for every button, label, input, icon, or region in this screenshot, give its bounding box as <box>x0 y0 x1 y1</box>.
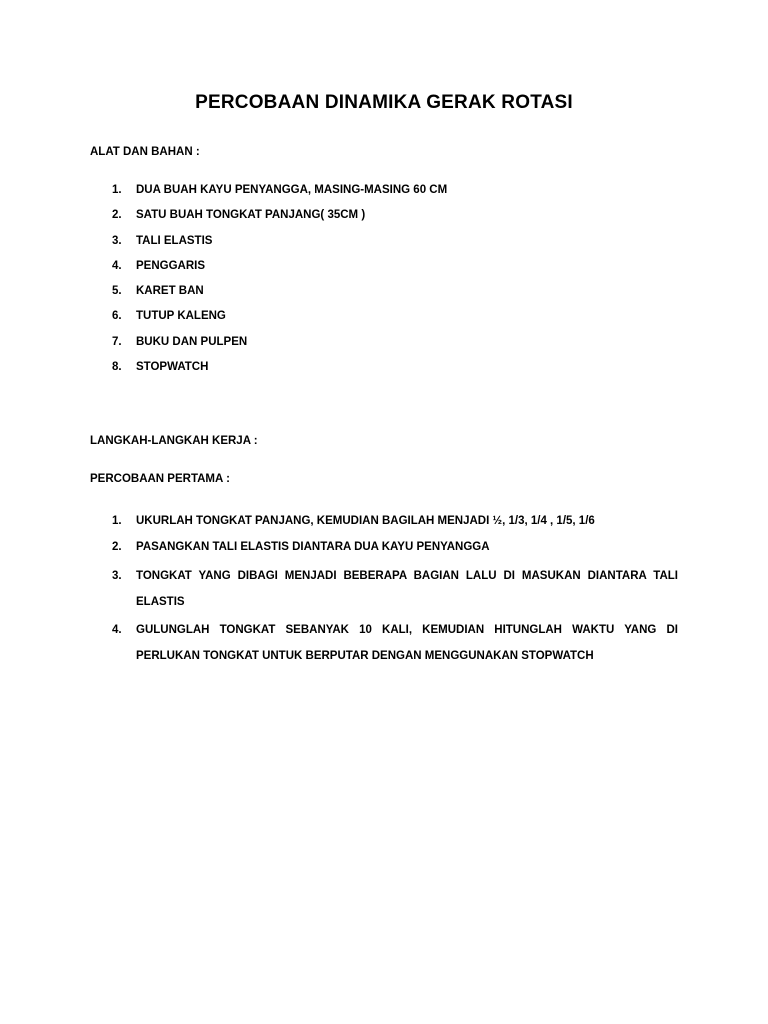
item-number: 6. <box>112 310 122 323</box>
item-text: PENGGARIS <box>136 259 206 272</box>
list-item <box>0 508 768 534</box>
item-number: 1. <box>112 184 122 196</box>
procedure-steps <box>0 508 768 669</box>
item-text: KARET BAN <box>136 285 204 298</box>
item-number: 1. <box>112 515 122 527</box>
materials-heading: ALAT DAN BAHAN : <box>90 146 200 158</box>
list-item <box>0 617 768 669</box>
item-text: DUA BUAH KAYU PENYANGGA, MASING-MASING 60 CM <box>136 184 448 196</box>
item-number: 4. <box>112 259 122 272</box>
item-text: TUTUP KALENG <box>136 310 226 323</box>
item-text: PASANGKAN TALI ELASTIS DIANTARA DUA KAYU PENYANGGA <box>136 541 490 553</box>
item-text: STOPWATCH <box>136 361 209 374</box>
item-number: 3. <box>112 234 122 247</box>
list-item <box>0 563 768 615</box>
list-item <box>0 259 768 284</box>
item-text: BUKU DAN PULPEN <box>136 335 248 348</box>
item-text: UKURLAH TONGKAT PANJANG, KEMUDIAN BAGILAH MENJADI ½, 1/3, 1/4 , 1/5, 1/6 <box>136 515 595 527</box>
item-text: GULUNGLAH TONGKAT SEBANYAK 10 KALI, KEMUDIAN HITUNGLAH WAKTU YANG DI PERLUKAN TONGKAT UNTUK BERPUTAR DENGAN MENGGUNAKAN STOPWATCH <box>136 624 678 662</box>
list-item <box>0 335 768 360</box>
list-item <box>0 208 768 233</box>
item-number: 7. <box>112 335 122 348</box>
list-item <box>0 534 768 560</box>
item-number: 8. <box>112 361 122 374</box>
materials-list <box>0 183 768 385</box>
item-number: 2. <box>112 541 122 553</box>
item-number: 2. <box>112 209 122 222</box>
list-item <box>0 309 768 334</box>
item-text: SATU BUAH TONGKAT PANJANG( 35CM ) <box>136 209 366 222</box>
item-number: 3. <box>112 570 122 582</box>
list-item <box>0 284 768 309</box>
document-title: PERCOBAAN DINAMIKA GERAK ROTASI <box>195 92 573 113</box>
item-number: 5. <box>112 285 122 298</box>
list-item <box>0 183 768 208</box>
item-text: TONGKAT YANG DIBAGI MENJADI BEBERAPA BAGIAN LALU DI MASUKAN DIANTARA TALI ELASTIS <box>136 570 678 608</box>
procedure-subheading: PERCOBAAN PERTAMA : <box>90 473 230 485</box>
list-item <box>0 234 768 259</box>
procedure-heading: LANGKAH-LANGKAH KERJA : <box>90 435 258 447</box>
item-text: TALI ELASTIS <box>136 234 213 247</box>
list-item <box>0 360 768 385</box>
item-number: 4. <box>112 624 122 636</box>
